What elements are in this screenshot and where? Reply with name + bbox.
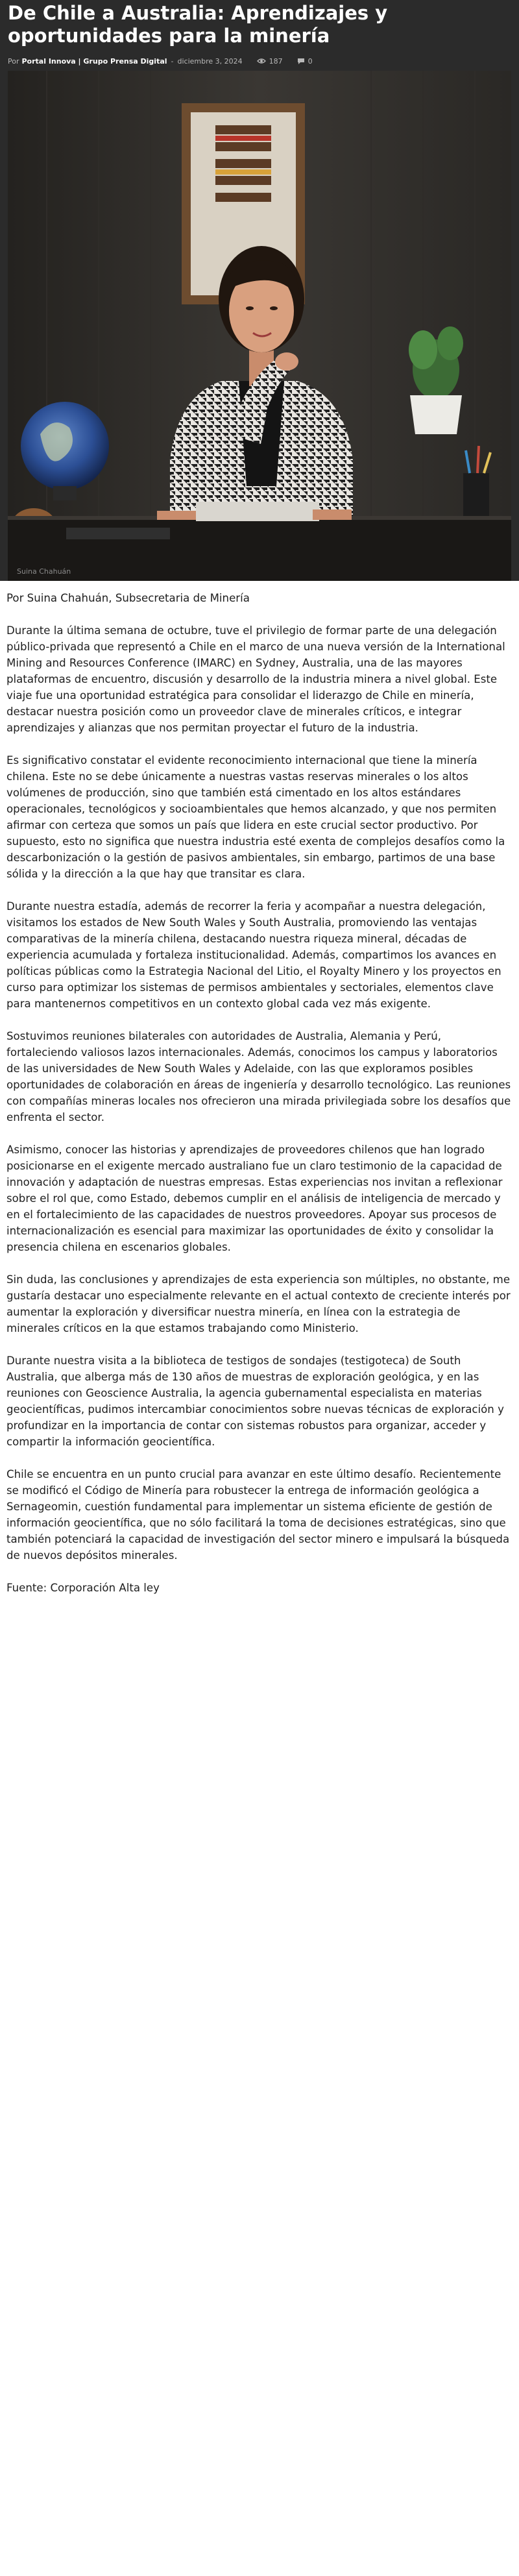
paragraph-5: Asimismo, conocer las historias y aprendizajes de proveedores chilenos que han logrado posicionarse en el exigente mercado australiano fue un claro testimonio de la capacidad de innovación y adaptación de nuestras empresas. Estas experiencias nos invitan a reflexionar sobre el rol que, como Estado, debemos cumplir en el análisis de inteligencia de mercado y en el fortalecimiento de las capacidades de nuestros proveedores. Apoyar sus procesos de internacionalización es esencial para maximizar las oportunidades de éxito y consolidar la presencia chilena en escenarios globales. bbox=[6, 1144, 503, 1253]
eye-icon bbox=[257, 58, 266, 64]
image-caption: Suina Chahuán bbox=[17, 567, 71, 576]
paragraph-3: Durante nuestra estadía, además de recorrer la feria y acompañar a nuestra delegación, visitamos los estados de New South Wales y South Australia, promoviendo las ventajas comparativas de la minería chilena, destacando nuestra riqueza mineral, décadas de experiencia acumulada y fortaleza institucionalidad. Además, compartimos los avances en políticas públicas como la Estrategia Nacional del Litio, el Royalty Minero y los proyectos en curso para optimizar los sistemas de permisos ambientales y sectoriales, elementos clave para mantenernos competitivos en un contexto global cada vez más exigente. bbox=[6, 900, 501, 1010]
paragraph-8: Chile se encuentra en un punto crucial para avanzar en este último desafío. Recientemente se modificó el Código de Minería para robustecer la entrega de información geológica a Sernageomin, cuestión fundamental para implementar un sistema eficiente de gestión de información geocientífica, que no sólo facilitará la toma de decisiones estratégicas, sino que también potenciará la capacidad de investigación del sector minero e impulsará la búsqueda de nuevos depósitos minerales. bbox=[6, 1468, 510, 1562]
paragraph-7: Durante nuestra visita a la biblioteca de testigos de sondajes (testigoteca) de South Australia, que alberga más de 130 años de muestras de exploración geológica, y en las reuniones con Geoscience Australia, la agencia gubernamental especialista en materias geocientíficas, pudimos intercambiar conocimientos sobre nuevas técnicas de exploración y profundizar en la importancia de contar con sistemas robustos para organizar, acceder y compartir la información geocientífica. bbox=[6, 1355, 504, 1448]
comments-count: 0 bbox=[308, 56, 313, 66]
article-header bbox=[0, 0, 519, 581]
paragraph-6: Sin duda, las conclusiones y aprendizajes de esta experiencia son múltiples, no obstante, me gustaría destacar uno especialmente relevante en el actual contexto de creciente interés por aumentar la exploración y diversificar nuestra minería, en línea con la estrategia de minerales críticos en la que estamos trabajando como Ministerio. bbox=[6, 1273, 511, 1334]
meta-separator: - bbox=[171, 56, 174, 66]
portrait-photo bbox=[8, 71, 511, 581]
by-prefix: Por bbox=[8, 56, 19, 66]
article-byline: Por Suina Chahuán, Subsecretaria de Minería bbox=[6, 592, 250, 604]
article-body bbox=[0, 581, 519, 1596]
publish-date: diciembre 3, 2024 bbox=[177, 56, 243, 66]
article-meta bbox=[8, 51, 511, 71]
author-link[interactable]: Portal Innova | Grupo Prensa Digital bbox=[21, 56, 167, 66]
featured-image bbox=[8, 71, 511, 581]
views-count: 187 bbox=[269, 56, 283, 66]
comments-stat[interactable] bbox=[297, 57, 313, 66]
source-note: Fuente: Corporación Alta ley bbox=[6, 1582, 160, 1594]
comment-icon bbox=[297, 58, 305, 65]
paragraph-1: Durante la última semana de octubre, tuve el privilegio de formar parte de una delegación público-privada que representó a Chile en el marco de una nueva versión de la International Mining and Resources Conference (IMARC) en Sydney, Australia, una de las mayores plataformas de encuentro, discusión y desarrollo de la industria minera a nivel global. Este viaje fue una oportunidad estratégica para consolidar el liderazgo de Chile en minería, destacar nuestra posición como un proveedor clave de minerales críticos, e integrar aprendizajes y alianzas que nos permitan proyectar el futuro de la industria. bbox=[6, 624, 505, 734]
article-title: De Chile a Australia: Aprendizajes y oportunidades para la minería bbox=[8, 2, 388, 47]
paragraph-2: Es significativo constatar el evidente reconocimiento internacional que tiene la minería chilena. Este no se debe únicamente a nuestras vastas reservas minerales o los altos volúmenes de producción, sino que también está cimentado en los altos estándares operacionales, tecnológicos y socioambientales que hemos alcanzado, y que nos permiten afirmar con certeza que somos un país que lidera en este crucial sector productivo. Por supuesto, esto no significa que nuestra industria esté exenta de complejos desafíos como la descarbonización o la gestión de pasivos ambientales, sin embargo, partimos de una base sólida y la dirección a la que hay que transitar es clara. bbox=[6, 754, 505, 880]
views-stat bbox=[257, 57, 283, 66]
paragraph-4: Sostuvimos reuniones bilaterales con autoridades de Australia, Alemania y Perú, fortaleciendo valiosos lazos internacionales. Además, conocimos los campus y laboratorios de las universidades de New South Wales y Adelaide, con las que exploramos posibles oportunidades de colaboración en áreas de ingeniería y desarrollo tecnológico. Las reuniones con compañías mineras locales nos ofrecieron una mirada privilegiada sobre los desafíos que enfrenta el sector. bbox=[6, 1030, 511, 1123]
